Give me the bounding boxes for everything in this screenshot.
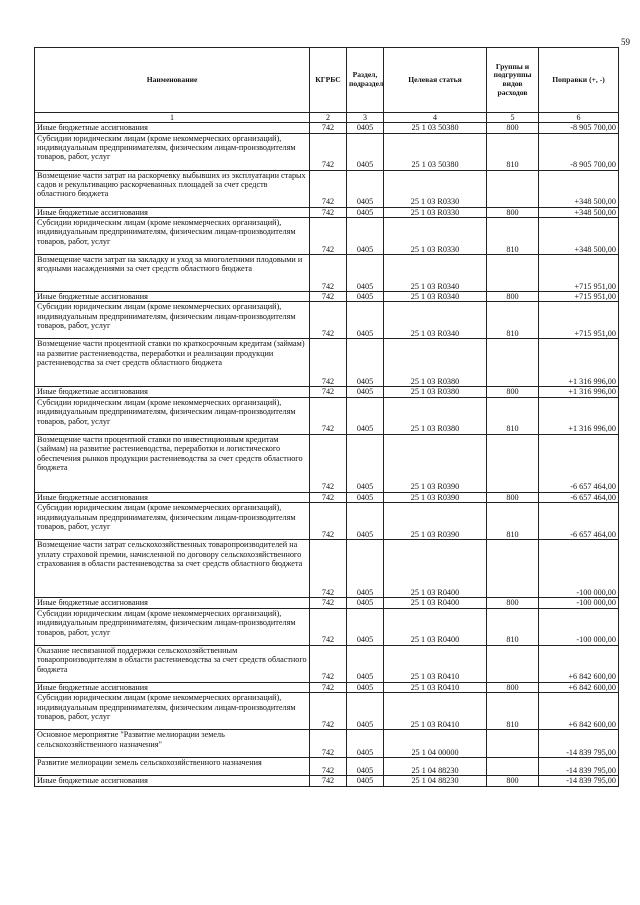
row-vid-cell: 810 [487,397,539,434]
row-tselevaya-cell: 25 1 03 R0340 [384,292,487,302]
col-number: 5 [487,113,539,123]
row-tselevaya-cell: 25 1 03 R0390 [384,434,487,492]
row-name-cell: Возмещение части процентной ставки по краткосрочным кредитам (займам) на развитие растениеводства, переработки и реализации продукции растениеводства за счет средств областного бюджета [35,339,310,387]
row-amount-cell: -100 000,00 [539,598,619,608]
row-kgrbs-cell: 742 [310,608,347,645]
table-row [35,540,619,598]
row-vid-cell: 810 [487,608,539,645]
row-kgrbs-cell: 742 [310,503,347,540]
row-tselevaya-cell: 25 1 03 R0410 [384,645,487,682]
table-row [35,503,619,540]
row-kgrbs-cell: 742 [310,682,347,692]
table-row [35,693,619,730]
row-name-cell: Иные бюджетные ассигнования [35,387,310,397]
table-row [35,218,619,255]
row-amount-cell: -6 657 464,00 [539,434,619,492]
page-number: 59 [621,37,630,47]
row-kgrbs-cell: 742 [310,758,347,776]
row-vid-cell: 810 [487,693,539,730]
row-amount-cell: +715 951,00 [539,292,619,302]
budget-amendments-table [34,47,619,787]
row-tselevaya-cell: 25 1 03 R0390 [384,492,487,502]
row-name-cell: Возмещение части процентной ставки по инвестиционным кредитам (займам) на развитие растениеводства, переработки и логистического обеспечения рынков продукции растениеводства за счет средств областного бюджета [35,434,310,492]
row-vid-cell [487,339,539,387]
row-name-cell: Возмещение части затрат сельскохозяйственных товаропроизводителей на уплату страховой премии, начисленной по договору сельскохозяйственного страхования в области растениеводства за счет средств областного бюджета [35,540,310,598]
row-kgrbs-cell: 742 [310,387,347,397]
row-name-cell: Иные бюджетные ассигнования [35,492,310,502]
row-razdel-cell: 0405 [347,255,384,292]
row-kgrbs-cell: 742 [310,218,347,255]
row-amount-cell: +348 500,00 [539,170,619,207]
row-vid-cell: 800 [487,776,539,786]
row-razdel-cell: 0405 [347,608,384,645]
row-name-cell: Субсидии юридическим лицам (кроме некоммерческих организаций), индивидуальным предпринимателям, физическим лицам-производителям товаров, работ, услуг [35,693,310,730]
row-tselevaya-cell: 25 1 03 R0330 [384,170,487,207]
table-row [35,170,619,207]
row-kgrbs-cell: 742 [310,434,347,492]
table-row [35,608,619,645]
row-vid-cell: 810 [487,503,539,540]
row-name-cell: Иные бюджетные ассигнования [35,123,310,133]
row-vid-cell: 800 [487,492,539,502]
row-vid-cell: 800 [487,387,539,397]
row-razdel-cell: 0405 [347,645,384,682]
row-razdel-cell: 0405 [347,133,384,170]
table-row [35,492,619,502]
row-tselevaya-cell: 25 1 03 R0410 [384,682,487,692]
row-name-cell: Иные бюджетные ассигнования [35,207,310,217]
row-amount-cell: -8 905 700,00 [539,133,619,170]
row-razdel-cell: 0405 [347,339,384,387]
row-name-cell: Субсидии юридическим лицам (кроме некоммерческих организаций), индивидуальным предпринимателям, физическим лицам-производителям товаров, работ, услуг [35,608,310,645]
table-row [35,292,619,302]
col-header-vid: Группы и подгруппы видов расходов [487,48,539,113]
row-kgrbs-cell: 742 [310,693,347,730]
row-amount-cell: +6 842 600,00 [539,682,619,692]
row-amount-cell: -8 905 700,00 [539,123,619,133]
row-razdel-cell: 0405 [347,170,384,207]
row-amount-cell: +1 316 996,00 [539,339,619,387]
row-name-cell: Субсидии юридическим лицам (кроме некоммерческих организаций), индивидуальным предпринимателям, физическим лицам-производителям товаров, работ, услуг [35,302,310,339]
table-row [35,255,619,292]
column-number-row [35,113,619,123]
row-amount-cell: +715 951,00 [539,255,619,292]
row-vid-cell: 800 [487,123,539,133]
row-name-cell: Иные бюджетные ассигнования [35,776,310,786]
row-amount-cell: -100 000,00 [539,608,619,645]
row-tselevaya-cell: 25 1 04 00000 [384,730,487,758]
table-body [35,123,619,786]
table-row [35,776,619,786]
row-razdel-cell: 0405 [347,540,384,598]
row-kgrbs-cell: 742 [310,255,347,292]
row-tselevaya-cell: 25 1 03 R0380 [384,387,487,397]
row-kgrbs-cell: 742 [310,540,347,598]
row-kgrbs-cell: 742 [310,598,347,608]
row-razdel-cell: 0405 [347,434,384,492]
table-row [35,682,619,692]
row-razdel-cell: 0405 [347,693,384,730]
row-kgrbs-cell: 742 [310,207,347,217]
row-amount-cell: +715 951,00 [539,302,619,339]
row-amount-cell: -14 839 795,00 [539,776,619,786]
table-row [35,133,619,170]
col-number: 4 [384,113,487,123]
row-name-cell: Иные бюджетные ассигнования [35,292,310,302]
row-tselevaya-cell: 25 1 03 R0340 [384,302,487,339]
col-header-kgrbs: КГРБС [310,48,347,113]
row-tselevaya-cell: 25 1 03 R0380 [384,339,487,387]
row-razdel-cell: 0405 [347,123,384,133]
row-kgrbs-cell: 742 [310,170,347,207]
row-kgrbs-cell: 742 [310,339,347,387]
row-amount-cell: +1 316 996,00 [539,387,619,397]
row-vid-cell [487,730,539,758]
row-amount-cell: +6 842 600,00 [539,693,619,730]
row-razdel-cell: 0405 [347,598,384,608]
col-number: 2 [310,113,347,123]
row-kgrbs-cell: 742 [310,397,347,434]
row-kgrbs-cell: 742 [310,292,347,302]
row-vid-cell: 810 [487,302,539,339]
row-tselevaya-cell: 25 1 03 R0380 [384,397,487,434]
table-row [35,387,619,397]
row-razdel-cell: 0405 [347,292,384,302]
row-vid-cell [487,645,539,682]
table-row [35,645,619,682]
table-row [35,207,619,217]
row-tselevaya-cell: 25 1 04 88230 [384,758,487,776]
row-tselevaya-cell: 25 1 03 R0400 [384,608,487,645]
row-vid-cell: 800 [487,598,539,608]
row-kgrbs-cell: 742 [310,123,347,133]
row-tselevaya-cell: 25 1 03 50380 [384,133,487,170]
row-kgrbs-cell: 742 [310,776,347,786]
row-name-cell: Оказание несвязанной поддержки сельскохозяйственным товаропроизводителям в области растениеводства за счет средств областного бюджета [35,645,310,682]
row-tselevaya-cell: 25 1 03 R0330 [384,207,487,217]
row-tselevaya-cell: 25 1 03 R0390 [384,503,487,540]
row-vid-cell: 800 [487,207,539,217]
row-name-cell: Иные бюджетные ассигнования [35,598,310,608]
row-amount-cell: +348 500,00 [539,207,619,217]
row-kgrbs-cell: 742 [310,730,347,758]
row-kgrbs-cell: 742 [310,492,347,502]
row-razdel-cell: 0405 [347,730,384,758]
row-vid-cell: 800 [487,682,539,692]
row-vid-cell [487,540,539,598]
col-number: 6 [539,113,619,123]
row-tselevaya-cell: 25 1 03 R0400 [384,540,487,598]
row-razdel-cell: 0405 [347,776,384,786]
row-tselevaya-cell: 25 1 03 R0330 [384,218,487,255]
row-name-cell: Развитие мелиорации земель сельскохозяйственного назначения [35,758,310,776]
row-kgrbs-cell: 742 [310,645,347,682]
row-amount-cell: +1 316 996,00 [539,397,619,434]
col-header-razdel: Раздел, подраздел [347,48,384,113]
table-row [35,434,619,492]
row-razdel-cell: 0405 [347,218,384,255]
col-number: 3 [347,113,384,123]
row-tselevaya-cell: 25 1 03 50380 [384,123,487,133]
row-razdel-cell: 0405 [347,503,384,540]
table-row [35,302,619,339]
row-name-cell: Субсидии юридическим лицам (кроме некоммерческих организаций), индивидуальным предпринимателям, физическим лицам-производителям товаров, работ, услуг [35,218,310,255]
table-row [35,339,619,387]
row-vid-cell: 810 [487,218,539,255]
row-amount-cell: +348 500,00 [539,218,619,255]
table-row [35,730,619,758]
table-header-row [35,48,619,113]
row-amount-cell: -14 839 795,00 [539,730,619,758]
table-row [35,397,619,434]
row-name-cell: Иные бюджетные ассигнования [35,682,310,692]
table-row [35,123,619,133]
row-razdel-cell: 0405 [347,397,384,434]
row-razdel-cell: 0405 [347,492,384,502]
row-name-cell: Возмещение части затрат на закладку и уход за многолетними плодовыми и ягодными насаждениями за счет средств областного бюджета [35,255,310,292]
row-vid-cell [487,255,539,292]
row-vid-cell: 800 [487,292,539,302]
row-razdel-cell: 0405 [347,302,384,339]
table-row [35,758,619,776]
col-number: 1 [35,113,310,123]
row-amount-cell: -14 839 795,00 [539,758,619,776]
row-amount-cell: +6 842 600,00 [539,645,619,682]
row-vid-cell [487,434,539,492]
row-name-cell: Возмещение части затрат на раскорчевку выбывших из эксплуатации старых садов и рекультивацию раскорчеванных площадей за счет средств областного бюджета [35,170,310,207]
row-tselevaya-cell: 25 1 03 R0410 [384,693,487,730]
row-name-cell: Субсидии юридическим лицам (кроме некоммерческих организаций), индивидуальным предпринимателям, физическим лицам-производителям товаров, работ, услуг [35,397,310,434]
row-name-cell: Субсидии юридическим лицам (кроме некоммерческих организаций), индивидуальным предпринимателям, физическим лицам-производителям товаров, работ, услуг [35,133,310,170]
col-header-tselevaya: Целевая статья [384,48,487,113]
col-header-amount: Поправки (+, -) [539,48,619,113]
row-vid-cell [487,758,539,776]
row-tselevaya-cell: 25 1 04 88230 [384,776,487,786]
row-amount-cell: -6 657 464,00 [539,492,619,502]
row-name-cell: Основное мероприятие "Развитие мелиорации земель сельскохозяйственного назначения" [35,730,310,758]
row-kgrbs-cell: 742 [310,302,347,339]
table-row [35,598,619,608]
row-kgrbs-cell: 742 [310,133,347,170]
row-razdel-cell: 0405 [347,387,384,397]
row-razdel-cell: 0405 [347,682,384,692]
row-tselevaya-cell: 25 1 03 R0400 [384,598,487,608]
row-amount-cell: -100 000,00 [539,540,619,598]
row-vid-cell [487,170,539,207]
row-name-cell: Субсидии юридическим лицам (кроме некоммерческих организаций), индивидуальным предпринимателям, физическим лицам-производителям товаров, работ, услуг [35,503,310,540]
row-vid-cell: 810 [487,133,539,170]
col-header-name: Наименование [35,48,310,113]
row-razdel-cell: 0405 [347,207,384,217]
row-razdel-cell: 0405 [347,758,384,776]
row-tselevaya-cell: 25 1 03 R0340 [384,255,487,292]
row-amount-cell: -6 657 464,00 [539,503,619,540]
